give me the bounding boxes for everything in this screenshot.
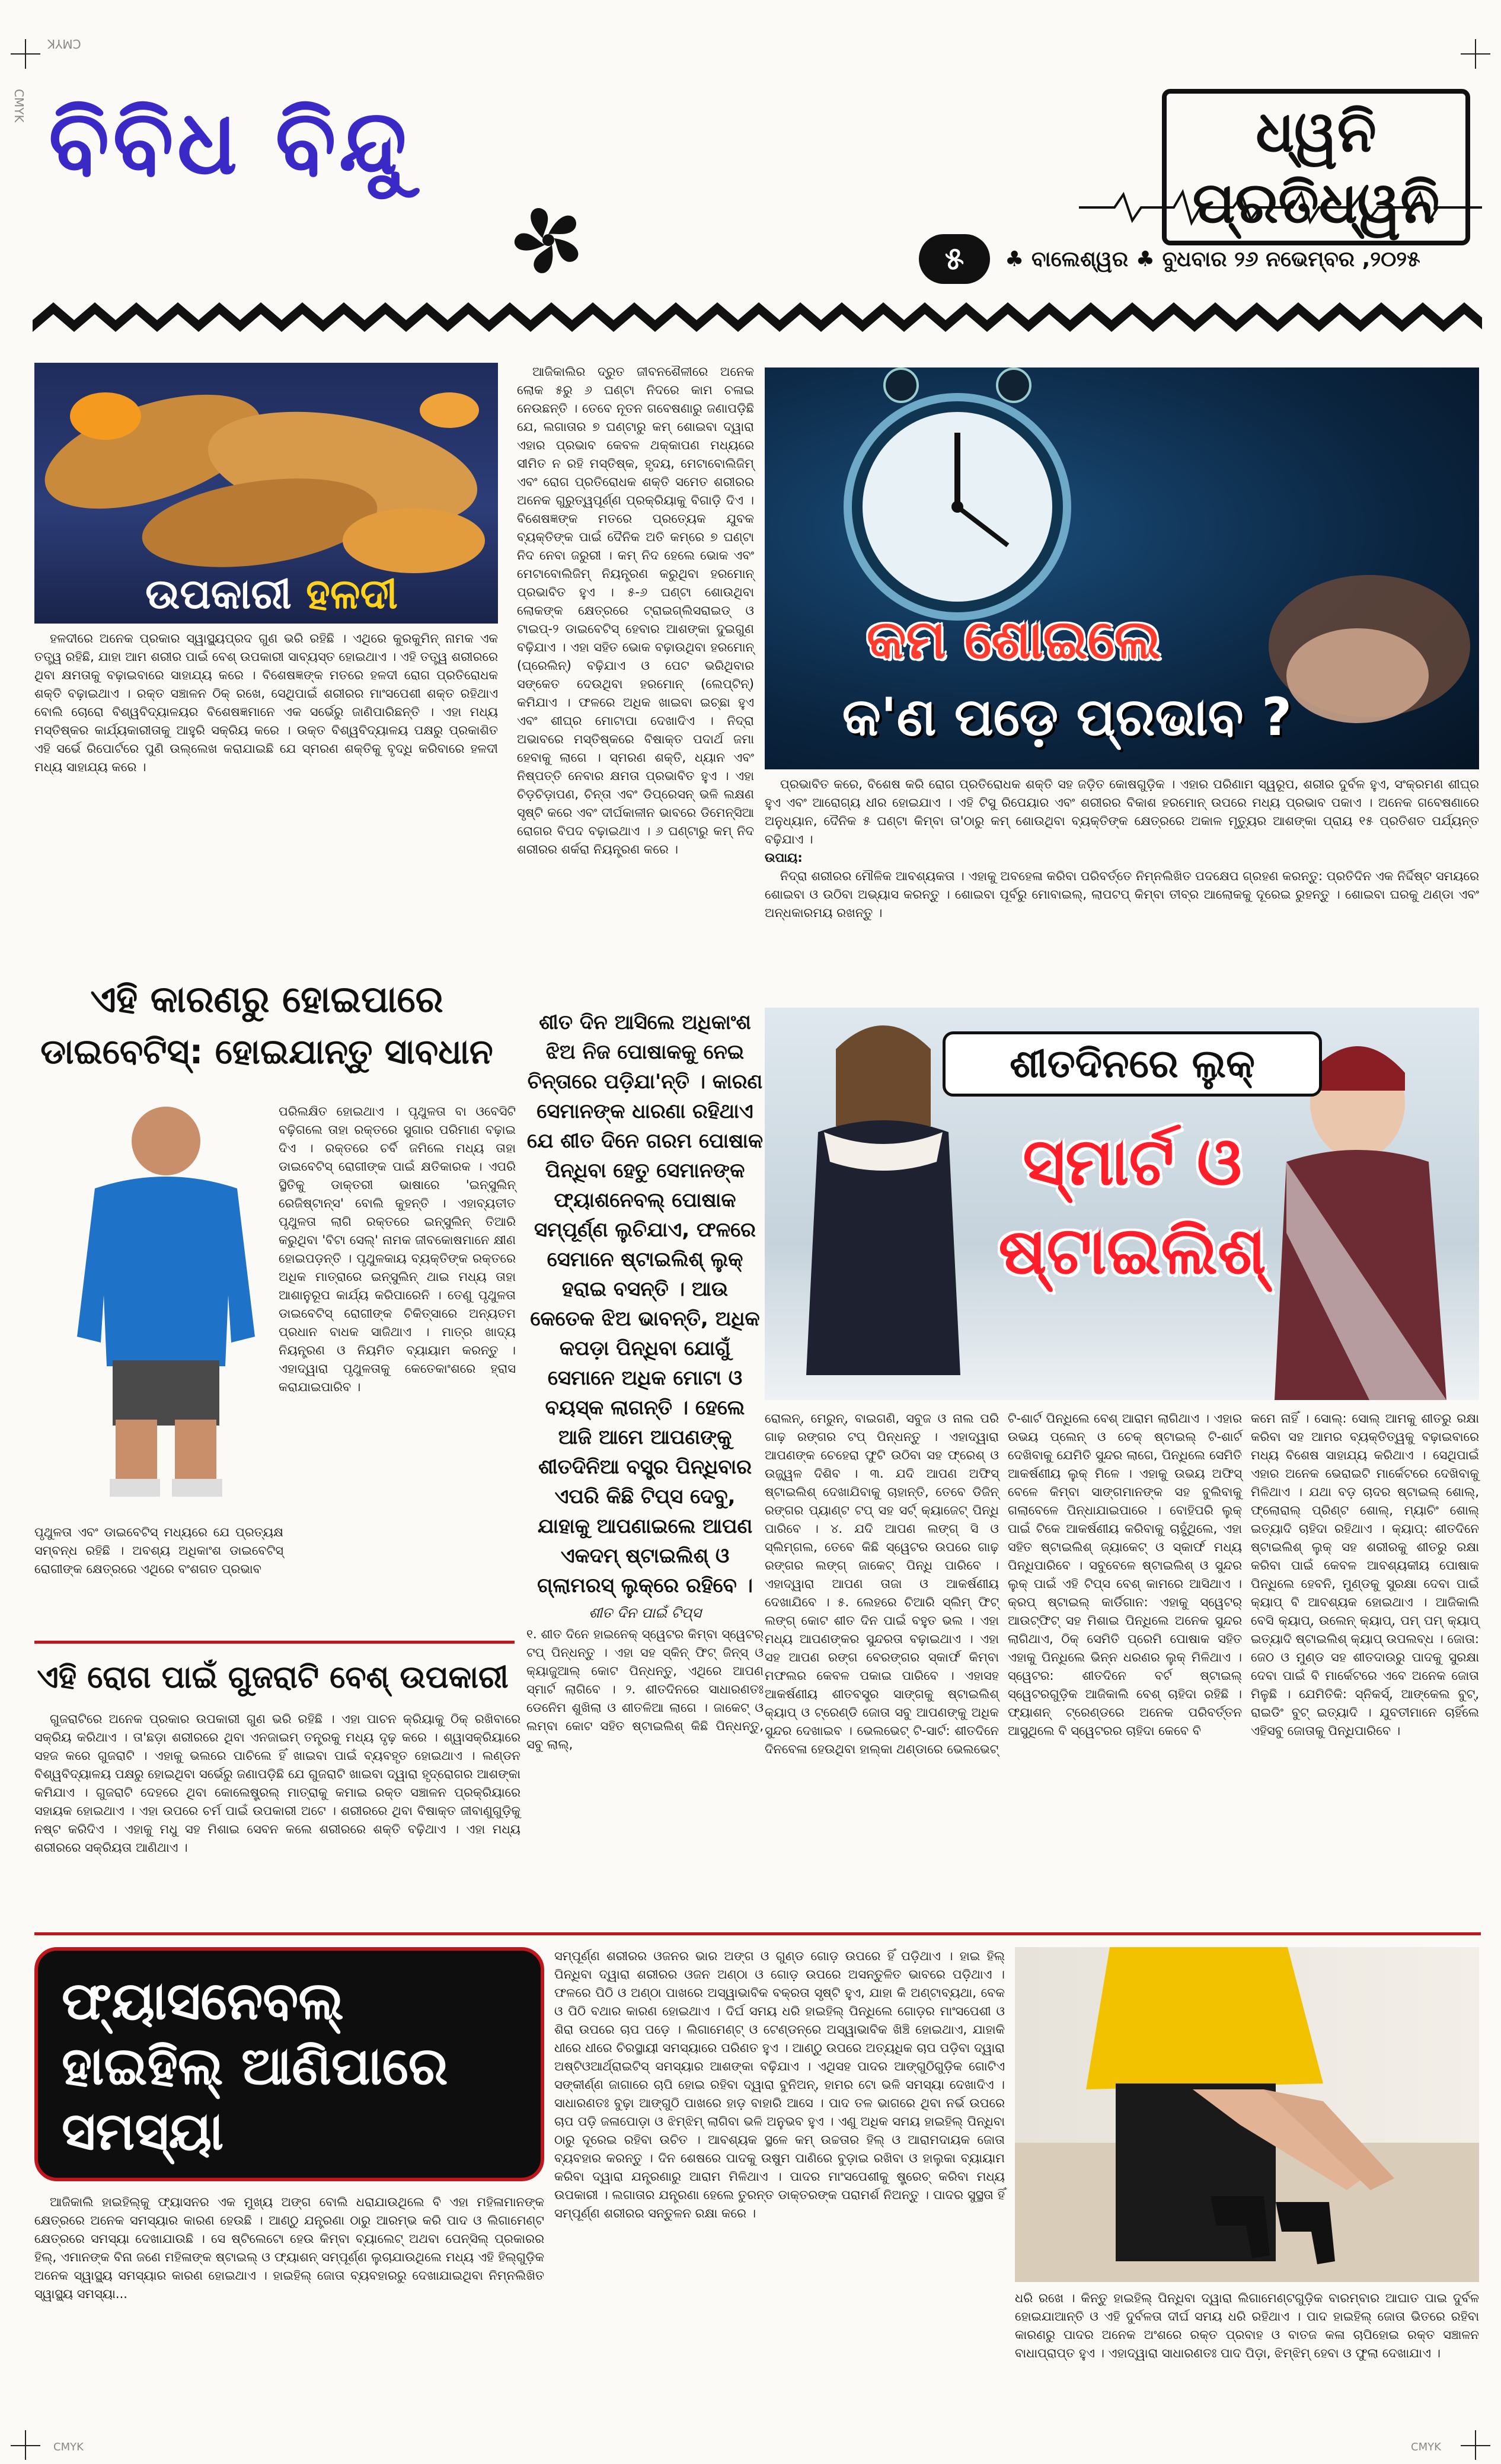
footer-cmyk-left: CMYK [53, 2441, 84, 2453]
turmeric-photo [34, 363, 498, 624]
article-body: ରୋଲନ୍, ମେରୁନ୍, ବାଇଗଣି, ସବୁଜ ଓ ନାଲ ପରି ଗାଢ଼ ରଙ୍ଗର ଟପ୍ ପିନ୍ଧନ୍ତୁ । ଏହାଦ୍ୱାରା ଆପଣଙ୍କ ଚେହେରା ଫୁଟି ଉଠିବା ସହ ଫ୍ରେଶ୍ ଓ ଉଜ୍ଜ୍ୱଳ ଦିଶିବ । ୩. ଯଦି ଆପଣ ଅଫିସ୍ ଷ୍ଟାଇଲିଶ୍ ଦେଖାଯିବାକୁ ଚାହାନ୍ତି, ତେବେ ଡିଜିନ୍ ରଙ୍ଗର ପ୍ୟାଣ୍ଟ ଟପ୍ ସହ ସର୍ଟ୍ କ୍ୟାଜେଟ୍ ପିନ୍ଧି ପାରିବେ । ୪. ଯଦି ଆପଣ ଲଙ୍ଗ୍ ସି ଓ ସ୍ଲିମ୍‌ଗଲ, ତେବେ କିଛି ସ୍ୱେଟର ଉପରେ ଗାଢ଼ ରଙ୍ଗର ଲଙ୍ଗ୍ ଜାକେଟ୍ ପିନ୍ଧି ପାରିବେ । ଏହାଦ୍ୱାରା ଆପଣ ତାଜା ଓ ଆକର୍ଷଣୀୟ ଦେଖାଯିବେ । ୫. ଲେହରେ ଚିଆରି ସ୍ଲିମ୍ ଫିଟ୍ ଲଙ୍ଗ୍ କୋଟ ଶୀତ ଦିନ ପାଇଁ ବହୁତ ଭଲ । ଏହା ମଧ୍ୟ ଆପଣଙ୍କର ସୁନ୍ଦରତା ବଢ଼ାଇଥାଏ । ଏହା ସହ ଆପଣ ରଙ୍ଗ ବେରଙ୍ଗର ସ୍କାର୍ଫ କିମ୍ବା ମଫଲର କେବଳ ପକାଇ ପାରିବେ । ଏହାସହ ଆକର୍ଷଣୀୟ ଶୀତବସ୍ତ୍ର ସାଙ୍ଗକୁ ଷ୍ଟାଇଲିଶ୍ କ୍ୟାପ୍ ଓ ଟ୍ରେଣ୍ଡି ଜୋତା ସବୁ ଆପଣଙ୍କୁ ଅଧିକ ସୁନ୍ଦର ଦେଖାଇବ । ଭେଲଭେଟ୍ ଟି-ସାର୍ଟ: ଶୀତଦିନେ ଦିନବେଳା ହେଉଥିବା ହାଲ୍କା ଥଣ୍ଡାରେ ଭେଲଭେଟ୍ [765, 1411, 999, 1756]
winter-tips-body: ୧. ଶୀତ ଦିନେ ହାଇନେକ୍ ସ୍ୱେଟର କିମ୍ବା ସ୍ୱେଟର୍ ଟପ୍ ପିନ୍ଧନ୍ତୁ । ଏହା ସହ ସ୍କିନ୍ ଫିଟ୍ ଜିନ୍ସ୍ ଓ କ୍ୟାଜୁଆଲ୍ କୋଟ ପିନ୍ଧନ୍ତୁ, ଏଥିରେ ଆପଣ ସ୍ମାର୍ଟ ଲାଗିବେ । ୨. ଶୀତଦିନରେ ସାଧାରଣତଃ ଡେନେିମ ଶୁଖିଲା ଓ ଶୀତଳିଆ ଲାଗେ । ଜାକେଟ୍ ଓ ଲମ୍ବା କୋଟ ସହିତ ଷ୍ଟାଇଲିଶ୍ କିଛି ପିନ୍ଧନ୍ତୁ, ସବୁ ଲାଲ୍, [526, 1627, 764, 1752]
turmeric-title-white: ଉପକାରୀ [145, 570, 292, 618]
date-line [1005, 243, 1485, 276]
crop-mark [25, 2430, 26, 2460]
crop-mark [1475, 39, 1476, 69]
article-body: ଟି-ଶାର୍ଟ ପିନ୍ଧିଲେ ବେଶ୍ ଆରାମ ଲାଗିଥାଏ । ଏହାର ଉଭୟ ପ୍ଲେନ୍ ଓ ଚେକ୍ ଷ୍ଟାଇଲ୍ ଟି-ଶାର୍ଟ ଦେଖିବାକୁ ଯେମିତି ସୁନ୍ଦର ଲାଗେ, ପିନ୍ଧିଲେ ସେମିତି ଆକର୍ଷଣୀୟ ଲୁକ୍ ମିଳେ । ଏହାକୁ ଉଭୟ ଅଫିସ୍ ବେଳେ କିମ୍ବା ସାଙ୍ଗମାନଙ୍କ ସହ ବୁଲିବାକୁ ଗଲାବେଳେ ପିନ୍ଧାଯାଇପାରେ । ବୋହିପରି ଲୁକ୍ ପାଇଁ ଟିକେ ଆକର୍ଷଣୀୟ କରିବାକୁ ଚାହୁଁଥିଲେ, ଏହା ସହିତ ଷ୍ଟାଇଲିଶ୍ ଜ୍ୟାକେଟ୍ ଓ ସ୍କାର୍ଫ ମଧ୍ୟ ପିନ୍ଧିପାରିବେ । ସବୁବେଳେ ଷ୍ଟାଇଲିଶ୍ ଓ ସୁନ୍ଦର ଲୁକ୍ ପାଇଁ ଏହି ଟିପ୍ସ ବେଶ୍ କାମରେ ଆସିଥାଏ । କ୍ରପ୍ ଷ୍ଟାଇଲ୍ କାର୍ଡିଗାନ: ଏହାକୁ ସ୍ୱେଟର୍ ଆଉଟ୍‌ଫିଟ୍ ସହ ମିଶାଇ ପିନ୍ଧିଲେ ଅନେକ ସୁନ୍ଦର ଲାଗିଥାଏ, ଠିକ୍ ସେମିତି ପ୍ରେମି ପୋଷାକ ସହିତ ଏହାକୁ ପିନ୍ଧିଲେ ଭିନ୍ନ ଧରଣର ଲୁକ୍ ମିଳିଥାଏ । ସ୍ୱେଟର: ଶୀତଦିନେ ବର୍ଟ ଷ୍ଟାଇଲ୍ ସ୍ୱେଟରଗୁଡ଼ିକ ଆଜିକାଲି ବେଶ୍ ଚାହିଦା ରହିଛି । ଫ୍ୟାଶନ୍ ଟ୍ରେଣ୍ଡରେ ଅନେକ ପରିବର୍ତ୍ତନ ଆସୁଥିଲେ ବି ସ୍ୱେଟରର ଚାହିଦା କେବେ ବି [1008, 1411, 1242, 1738]
gujarati-headline: ଏହି ରୋଗ ପାଇଁ ଗୁଜରାଟି ବେଶ୍ ଉପକାରୀ [37, 1660, 509, 1695]
headline-line1: ଏହି କାରଣରୁ ହୋଇପାରେ [90, 977, 443, 1021]
article-body: ପୃଥୁଳତା ଏବଂ ଡାଇବେଟିସ୍ ମଧ୍ୟରେ ଯେ ପ୍ରତ୍ୟକ୍ଷ ସମ୍ବନ୍ଧ ରହିଛି । ଅବଶ୍ୟ ଅଧିକାଂଶ ଡାଇବେଟିସ୍ ରୋଗୀଙ୍କ କ୍ଷେତ୍ରରେ ଏଥିରେ ବଂଶଗତ ପ୍ରଭାବ [34, 1525, 283, 1576]
heartbeat-line [1079, 190, 1482, 225]
winter-tips-subtitle: ଶୀତ ଦିନ ପାଇଁ ଟିପ୍ସ [589, 1605, 701, 1621]
sleep-photo [765, 367, 1479, 769]
article-body: କମେ ନାହିଁ । ସୋଲ୍: ସୋଲ୍ ଆମକୁ ଶୀତରୁ ରକ୍ଷା କରିବା ସହ ଆମର ବ୍ୟକ୍ତିତ୍ୱକୁ ବଢ଼ାଇବାରେ ମଧ୍ୟ ବିଶେଷ ସାହାଯ୍ୟ କରିଥାଏ । ସେଥିପାଇଁ ଏହାର ଅନେକ ଭେରାଇଟି ମାର୍କେଟରେ ଦେଖିବାକୁ ମିଳିଥାଏ । ଯଥା ବଡ଼ ଚାଦର ଷ୍ଟାଇଲ୍ ଶୋଲ୍, ଫ୍ଲୋରାଲ୍ ପ୍ରିଣ୍ଟ ଶୋଲ୍, ମ୍ୟାଚିଂ ଶୋଲ୍ ଇତ୍ୟାଦି ଚାହିଦା ରହିଥାଏ । କ୍ୟାପ୍: ଶୀତଦିନେ ଷ୍ଟାଇଲିଶ୍ ଲୁକ୍ ସହ ଶରୀରକୁ ଶୀତରୁ ରକ୍ଷା କରିବା ପାଇଁ କେବଳ ଆବଶ୍ୟକୀୟ ପୋଷାକ ପିନ୍ଧିଲେ ହେବନି, ମୁଣ୍ଡକୁ ସୁରକ୍ଷା ଦେବା ପାଇଁ କ୍ୟାପ୍ ବି ଆବଶ୍ୟକ ହୋଇଥାଏ । ଆଜିକାଲି ବେସି କ୍ୟାପ୍, ଉଲେନ୍ କ୍ୟାପ୍, ପମ୍ ପମ୍ କ୍ୟାପ୍ ଇତ୍ୟାଦି ଷ୍ଟାଇଲିଶ୍ କ୍ୟାପ୍ ଉପଲବ୍ଧ । ଜୋତା: ଜେଠ ଓ ମୁଣ୍ଡ ସହ ଶୀତଦାଉରୁ ପାଦକୁ ସୁରକ୍ଷା ଦେବା ପାଇଁ ବି ମାର୍କେଟରେ ଏବେ ଅନେକ ଜୋତା ମିଳୁଛି । ଯେମିତିକି: ସ୍ନିକର୍ସ୍, ଆଙ୍କେଲ ବୁଟ୍, ରାଇଡିଂ ବୁଟ୍ ଇତ୍ୟାଦି । ଯୁବତୀମାନେ ଚାହିଁଲେ ଏହିସବୁ ଜୋତାକୁ ପିନ୍ଧିପାରିବେ । [1251, 1411, 1479, 1738]
gujarati-article [34, 1710, 520, 1929]
heels-article-right [1015, 2289, 1479, 2437]
tips-heading: ଉପାୟ: [765, 851, 803, 865]
article-body: ଆଜିକାଲି ହାଇହିଲ୍‌କୁ ଫ୍ୟାସନର ଏକ ମୁଖ୍ୟ ଅଙ୍ଗ ବୋଲି ଧରାଯାଉଥିଲେ ବି ଏହା ମହିଳାମାନଙ୍କ କ୍ଷେତ୍ରରେ ଅନେକ ସମସ୍ୟାର କାରଣ ହେଉଛି । ଆଣ୍ଠୁ ଯନ୍ତ୍ରଣା ଠାରୁ ଆରମ୍ଭ କରି ପାଦ ଓ ଲିଗାମେଣ୍ଟ କ୍ଷେତ୍ରରେ ସମସ୍ୟା ଦେଖାଯାଉଛି । ସେ ଷ୍ଟିଲେଟୋ ହେଉ କିମ୍ବା ବ୍ୟାଲେଟ୍ ଅଥବା ପେନ୍‌ସିଲ୍ ପ୍ରକାରର ହିଲ୍, ଏମାନଙ୍କ ବିନା ଜଣେ ମହିଳାଙ୍କ ଷ୍ଟାଇଲ୍ ଓ ଫ୍ୟାଶନ୍ ସମ୍ପୂର୍ଣ୍ଣ ଲୁଚାଯାଉଥିଲେ ମଧ୍ୟ ଏହି ହିଲ୍‌ଗୁଡ଼ିକ ଅନେକ ସ୍ୱାସ୍ଥ୍ୟ ସମସ୍ୟାର କାରଣ ହୋଇଥାଏ । ହାଇହିଲ୍ ଜୋତା ବ୍ୟବହାରରୁ ଦେଖାଯାଇଥିବା ନିମ୍ନଲିଖିତ ସ୍ୱାସ୍ଥ୍ୟ ସମସ୍ୟା... [34, 2195, 544, 2301]
headline-line2: ଡାଇବେଟିସ୍: ହୋଇଯାନ୍ତୁ ସାବଧାନ [40, 1031, 493, 1072]
middle-column-article [517, 363, 754, 979]
sleep-title-line1: କମ ଶୋଇଲେ [866, 609, 1161, 671]
article-body: ଆଜିକାଲିର ଦ୍ରୁତ ଜୀବନଶୈଳୀରେ ଅନେକ ଲୋକ ୫ରୁ ୬ ଘଣ୍ଟା ନିଦରେ କାମ ଚଳାଇ ନେଉଛନ୍ତି । ତେବେ ନୂତନ ଗବେଷଣାରୁ ଜଣାପଡ଼ିଛି ଯେ, ଲଗାତାର ୭ ଘଣ୍ଟାରୁ କମ୍ ଶୋଇବା ଦ୍ୱାରା ଏହାର ପ୍ରଭାବ କେବଳ ଥକ୍କାପଣ ମଧ୍ୟରେ ସୀମିତ ନ ରହି ମସ୍ତିଷ୍କ, ହୃଦୟ, ମେଟାବୋଲିଜିମ୍ ଏବଂ ରୋଗ ପ୍ରତିରୋଧକ ଶକ୍ତି ସମେତ ଶରୀରର ଅନେକ ଗୁରୁତ୍ୱପୂର୍ଣ୍ଣ ପ୍ରକ୍ରିୟାକୁ ବିଗାଡ଼ି ଦିଏ । ବିଶେଷଜ୍ଞଙ୍କ ମତରେ ପ୍ରତ୍ୟେକ ଯୁବକ ବ୍ୟକ୍ତିଙ୍କ ପାଇଁ ଦୈନିକ ଅତି କମ୍‌ରେ ୭ ଘଣ୍ଟା ନିଦ ନେବା ଜରୁରୀ । କମ୍ ନିଦ ହେଲେ ଭୋକ ଏବଂ ମେଟାବୋଲିଜିମ୍ ନିୟନ୍ତ୍ରଣ କରୁଥିବା ହରମୋନ୍ ପ୍ରଭାବିତ ହୁଏ । ୫-୬ ଘଣ୍ଟା ଶୋଉଥିବା ଲୋକଙ୍କ କ୍ଷେତ୍ରରେ ଟ୍ରାଇଗ୍ଲିସରାଇଡ୍ ଓ ଟାଇପ୍-୨ ଡାଇବେଟିସ୍ ହେବାର ଆଶଙ୍କା ଦୁଇଗୁଣ ବଢ଼ିଯାଏ । ଏହା ସହିତ ଭୋକ ବଢ଼ାଉଥିବା ହରମୋନ୍ (ଘ୍ରେଲିନ୍) ବଢ଼ିଯାଏ ଓ ପେଟ ଭରିଥିବାର ସଙ୍କେତ ଦେଉଥିବା ହରମୋନ୍ (ଲେପ୍ଟିନ୍) କମିଯାଏ । ଫଳରେ ଅଧିକ ଖାଇବା ଇଚ୍ଛା ହୁଏ ଏବଂ ଶୀଘ୍ର ମୋଟାପା ଦେଖାଦିଏ । ନିଦ୍ରା ଅଭାବରେ ମସ୍ତିଷ୍କରେ ବିଷାକ୍ତ ପଦାର୍ଥ ଜମା ହେବାକୁ ଲାଗେ । ସ୍ମରଣ ଶକ୍ତି, ଧ୍ୟାନ ଏବଂ ନିଷ୍ପତ୍ତି ନେବାର କ୍ଷମତା ପ୍ରଭାବିତ ହୁଏ । ଏହା ଚିଡ଼ଚିଡ଼ାପଣ, ଚିନ୍ତା ଏବଂ ଡିପ୍ରେସନ୍ ଭଳି ଲକ୍ଷଣ ସୃଷ୍ଟି କରେ ଏବଂ ଦୀର୍ଘକାଳୀନ ଭାବରେ ଡିମେନ୍ସିଆ ରୋଗର ବିପଦ ବଢ଼ାଇଥାଏ । ୬ ଘଣ୍ଟାରୁ କମ୍ ନିଦ ଶରୀରର ଶର୍କରା ନିୟନ୍ତ୍ରଣ କରେ । [517, 365, 754, 857]
winter-col1 [765, 1410, 999, 1931]
sleep-article [765, 775, 1479, 990]
winter-title-banner [943, 1031, 1322, 1097]
crop-mark [1475, 2430, 1476, 2460]
heels-article-left [34, 2193, 544, 2436]
cmyk-top-label: CMYK [47, 37, 81, 51]
date-text: ବୁଧବାର ୨୬ ନଭେମ୍ବର ,୨୦୨୫ [1162, 247, 1420, 271]
winter-photo [765, 1008, 1479, 1400]
winter-subtitle-line1: ସ୍ମାର୍ଟ ଓ [1023, 1124, 1242, 1200]
diabetes-article-left [34, 1523, 283, 1642]
club-icon: ♣ [1135, 247, 1155, 271]
sleep-title-line2: କ'ଣ ପଡ଼େ ପ୍ରଭାବ ? [842, 686, 1292, 747]
section-rule [34, 1932, 1481, 1935]
page-number-badge [919, 234, 990, 284]
turmeric-title [106, 564, 437, 624]
masthead [0, 0, 1501, 350]
article-body: ପରିଲକ୍ଷିତ ହୋଇଥାଏ । ପୃଥୁଳତା ବା ଓବେସିଟି ବଢ଼ିଗଲେ ତାହା ରକ୍ତରେ ସୁଗାର ପରିମାଣ ବଢ଼ାଇ ଦିଏ । ରକ୍ତରେ ଚର୍ବି ଜମିଲେ ମଧ୍ୟ ତାହା ଡାଇବେଟିସ୍ ରୋଗୀଙ୍କ ପାଇଁ କ୍ଷତିକାରକ । ଏପରି ସ୍ଥିତିକୁ ଡାକ୍ତରୀ ଭାଷାରେ 'ଇନ୍ସୁଲିନ୍ ରେଜିଷ୍ଟାନ୍ସ' ବୋଲି କୁହନ୍ତି । ଏହାବ୍ୟତୀତ ପୃଥୁଳତା ଲାଗି ରକ୍ତରେ ଇନ୍ସୁଲିନ୍ ତିଆରି କରୁଥିବା 'ବିଟା ସେଲ୍' ନାମକ ଜୀବକୋଷମାନେ କ୍ଷୀଣ ହୋଇପଡ଼ନ୍ତି । ପୃଥୁଳକାୟ ବ୍ୟକ୍ତିଙ୍କ ରକ୍ତରେ ଅଧିକ ମାତ୍ରାରେ ଇନ୍ସୁଲିନ୍ ଥାଇ ମଧ୍ୟ ତାହା ଆଶାନୁରୂପ କାର୍ଯ୍ୟ କରିପାରେନି । ତେଣୁ ପୃଥୁଳତା ଡାଇବେଟିସ୍ ରୋଗୀଙ୍କ ଚିକିତ୍ସାରେ ଅନ୍ୟତମ ପ୍ରଧାନ ବାଧକ ସାଜିଥାଏ । ମାତ୍ର ଖାଦ୍ୟ ନିୟନ୍ତ୍ରଣ ଓ ନିୟମିତ ବ୍ୟାୟାମ କରନ୍ତୁ । ଏହାଦ୍ୱାରା ପୃଥୁଳତାକୁ କେତେକାଂଶରେ ହ୍ରାସ କରାଯାଇପାରିବ । [279, 1104, 516, 1394]
section-title: ବିବିଧ ବିନ୍ଦୁ [49, 90, 410, 194]
article-body: ସମ୍ପୂର୍ଣ୍ଣ ଶରୀରର ଓଜନର ଭାର ଅଙ୍ଗ ଓ ଗୁଣ୍ଡ ଗୋଡ଼ ଉପରେ ହିଁ ପଡ଼ିଥାଏ । ହାଇ ହିଲ୍ ପିନ୍ଧିବା ଦ୍ୱାରା ଶରୀରର ଓଜନ ଅଣ୍ଠା ଓ ଗୋଡ଼ ଉପରେ ଅସନ୍ତୁଳିତ ଭାବରେ ପଡ଼ିଥାଏ । ଫଳରେ ପିଠି ଓ ଅଣ୍ଠା ପାଖରେ ଅସ୍ୱାଭାବିକ ବକ୍ରତା ସୃଷ୍ଟି ହୁଏ, ଯାହା କି ଅଣ୍ଟାବ୍ୟଥା, ବେକ ଓ ପିଠି ବଥାର କାରଣ ହୋଇଥାଏ । ଦିର୍ଘ ସମୟ ଧରି ହାଇହିଲ୍ ପିନ୍ଧିଲେ ଗୋଡ଼ର ମାଂସପେଶୀ ଓ ଶିରା ଉପରେ ଚାପ ପଡ଼େ । ଲିଗାମେଣ୍ଟ୍ ଓ ଟେଣ୍ଡନ୍‌ରେ ଅସ୍ୱାଭାବିକ ଖିଞ୍ଚି ହୋଇଥାଏ, ଯାହାକି ଧୀରେ ଧୀରେ ଚିରସ୍ଥାୟୀ ସମସ୍ୟାରେ ପରିଣତ ହୁଏ । ଆଣ୍ଠୁ ଉପରେ ଅତ୍ୟଧିକ ଚାପ ପଡ଼ିବା ଦ୍ୱାରା ଅଷ୍ଟିଓଆର୍ଥ୍ରାଇଟିସ୍ ସମସ୍ୟାର ଆଶଙ୍କା ବଢ଼ିଯାଏ । ଏଥିସହ ପାଦର ଆଙ୍ଗୁଠିଗୁଡ଼ିକ ଗୋଟିଏ ସଙ୍କୀର୍ଣ୍ଣ ଜାଗାରେ ଚାପି ହୋଇ ରହିବା ଦ୍ୱାରା ବୁନିଅନ୍, ହାମର ଟୋ ଭଳି ସମସ୍ୟା ଦେଖାଦିଏ । ସାଧାରଣତଃ ବୁଢ଼ା ଆଙ୍ଗୁଠି ପାଖରେ ହାଡ଼ ବାହାରି ଆସେ । ପାଦ ତଳ ଭାଗରେ ଥିବା ନର୍ଭ ଉପରେ ଚାପ ପଡ଼ି ଜଳାପୋଡ଼ା ଓ ଝିମ୍‌ଝିମ୍ ଲାଗିବା ଭଳି ଅନୁଭବ ହୁଏ । ଏଣୁ ଅଧିକ ସମୟ ହାଇହିଲ୍ ପିନ୍ଧିବା ଠାରୁ ଦୂରେଇ ରହିବା ଉଚିତ । ଆବଶ୍ୟକ ସ୍ଥଳେ କମ୍ ଉଚ୍ଚତାର ହିଲ୍ ଓ ଆରାମଦାୟକ ଜୋତା ବ୍ୟବହାର କରନ୍ତୁ । ଦିନ ଶେଷରେ ପାଦକୁ ଉଷୁମ ପାଣିରେ ବୁଡ଼ାଇ ରଖିବା ଓ ହାଲୁକା ବ୍ୟାୟାମ କରିବା ଦ୍ୱାରା ଯନ୍ତ୍ରଣାରୁ ଆରାମ ମିଳିଥାଏ । ପାଦର ମାଂସପେଶୀକୁ ଷ୍ଟ୍ରେଚ୍ କରିବା ମଧ୍ୟ ଉପକାରୀ । ଲଗାତାର ଯନ୍ତ୍ରଣା ହେଲେ ତୁରନ୍ତ ଡାକ୍ତରଙ୍କ ପରାମର୍ଶ ନିଅନ୍ତୁ । ପାଦର ସୁସ୍ଥତା ହିଁ ସମ୍ପୂର୍ଣ୍ଣ ଶରୀରର ସନ୍ତୁଳନ ରକ୍ଷା କରେ । [554, 1949, 1005, 2220]
heels-headline-line2: ହାଇହିଲ୍ ଆଣିପାରେ [62, 2035, 448, 2097]
winter-title: ଶୀତଦିନରେ ଲୁକ୍ [1010, 1041, 1255, 1086]
heels-article-mid [554, 1947, 1005, 2436]
article-body: ଗୁଜରାଟିରେ ଅନେକ ପ୍ରକାର ଉପକାରୀ ଗୁଣ ଭରି ରହିଛି । ଏହା ପାଚନ କ୍ରିୟାକୁ ଠିକ୍ ରଖିବାରେ ସକ୍ରିୟ କରିଥାଏ । ତା'ଛଡ଼ା ଶରୀରରେ ଥିବା ଏନଜାଇମ୍ ତନ୍ତ୍ରକୁ ମଧ୍ୟ ଦୃଢ଼ କରେ । ଶ୍ୱାସକ୍ରିୟାରେ ସହଜ କରେ ଗୁଜରାଟି । ଏହାକୁ ଭଲରେ ପାଚିଲେ ହିଁ ଖାଇବା ପାଇଁ ବ୍ୟବହୃତ ହୋଇଥାଏ । ଲଣ୍ଡନ ବିଶ୍ୱବିଦ୍ୟାଳୟ ପକ୍ଷରୁ ହୋଇଥିବା ସର୍ଭେରୁ ଜଣାପଡ଼ିଛି ଯେ ଗୁଜରାଟି ଖାଇବା ଦ୍ୱାରା ହୃଦ୍‌ରୋଗର ଆଶଙ୍କା କମିଯାଏ । ଗୁଜରାଟି ଦେହରେ ଥିବା କୋଲେଷ୍ଟ୍ରଲ୍ ମାତ୍ରାକୁ କମାଇ ରକ୍ତ ସଞ୍ଚାଳନ ପ୍ରକ୍ରିୟାରେ ସହାୟକ ହୋଇଥାଏ । ଏହା ଉପରେ ଚର୍ମ ପାଇଁ ଉପକାରୀ ଅଟେ । ଶରୀରରେ ଥିବା ବିଷାକ୍ତ ଜୀବାଣୁଗୁଡ଼ିକୁ ନଷ୍ଟ କରିଦିଏ । ଏହାକୁ ମଧୁ ସହ ମିଶାଇ ସେବନ କଲେ ଶରୀରରେ ଶକ୍ତି ବଢ଼ିଥାଏ । ଏହା ମଧ୍ୟ ଶରୀରରେ ସକ୍ରିୟତା ଆଣିଥାଏ । [34, 1712, 520, 1855]
newspaper-logo: ଧ୍ୱନି ପ୍ରତିଧ୍ୱନି [1162, 89, 1470, 245]
zigzag-divider [33, 296, 1482, 344]
winter-subtitle-line2: ଷ୍ଟାଇଲିଶ୍ [998, 1213, 1266, 1289]
turmeric-title-yellow: ହଳଦୀ [306, 570, 398, 618]
diabetes-article-right [279, 1102, 516, 1577]
cmyk-side-label: CMYK [12, 89, 26, 123]
heels-headline-line3: ସମସ୍ୟା [62, 2101, 224, 2162]
crop-mark [25, 39, 26, 69]
winter-col3 [1251, 1410, 1479, 1931]
obese-man-photo [59, 1100, 273, 1514]
heels-headline-box [34, 1947, 544, 2181]
article-body: ହଳଦୀରେ ଅନେକ ପ୍ରକାର ସ୍ୱାସ୍ଥ୍ୟପ୍ରଦ ଗୁଣ ଭରି ରହିଛି । ଏଥିରେ କୁରକୁମିନ୍ ନାମକ ଏକ ତତ୍ତ୍ୱ ରହିଛି, ଯାହା ଆମ ଶରୀର ପାଇଁ ବେଶ୍ ଉପକାରୀ ସାବ୍ୟସ୍ତ ହୋଇଥାଏ । ଏହି ତତ୍ତ୍ୱ ଶରୀରରେ ଥିବା କ୍ଷମତାକୁ ବଢ଼ାଇବାରେ ସାହାଯ୍ୟ କରେ । ବିଶେଷଜ୍ଞଙ୍କ ମତରେ ହଳଦୀ ରୋଗ ପ୍ରତିରୋଧକ ଶକ୍ତି ବଢ଼ାଇଥାଏ । ରକ୍ତ ସଞ୍ଚାଳନ ଠିକ୍ ରଖେ, ସେଥିପାଇଁ ଶରୀରର ମାଂସପେଶୀ ଶକ୍ତ ରହିଥାଏ ବୋଲି ଚୋରୋ ବିଶ୍ୱବିଦ୍ୟାଳୟର ବିଶେଷଜ୍ଞମାନେ ଏକ ସର୍ଭେରୁ ଜାଣିପାରିଛନ୍ତି । ଏହା ମଧ୍ୟ ମସ୍ତିଷ୍କର କାର୍ଯ୍ୟକାରୀତାକୁ ଆହୁରି ସକ୍ରିୟ କରେ । ଉକ୍ତ ବିଶ୍ୱବିଦ୍ୟାଳୟ ପକ୍ଷରୁ ପ୍ରକାଶିତ ଏହି ସର୍ଭେ ରିପୋର୍ଟରେ ପୁଣି ଉଲ୍ଲେଖ କରାଯାଇଛି ଯେ ସ୍ମରଣ ଶକ୍ତିକୁ ବୃଦ୍ଧି କରିବାରେ ହଳଦୀ ମଧ୍ୟ ସାହାଯ୍ୟ କରେ । [34, 631, 498, 774]
city-name: ବାଲେଶ୍ୱର [1031, 247, 1129, 271]
flourish-icon [504, 196, 593, 285]
heels-headline-line1: ଫ୍ୟାସନେବଲ୍ [62, 1970, 344, 2031]
heels-photo [1015, 1947, 1479, 2282]
diabetes-headline [24, 973, 510, 1092]
turmeric-article [34, 629, 498, 961]
tips-body: ନିଦ୍ରା ଶରୀରର ମୌଳିକ ଆବଶ୍ୟକତା । ଏହାକୁ ଅବହେଳା କରିବା ପରିବର୍ତ୍ତେ ନିମ୍ନଲିଖିତ ପଦକ୍ଷେପ ଗ୍ରହଣ କରନ୍ତୁ: ପ୍ରତିଦିନ ଏକ ନିର୍ଦ୍ଦିଷ୍ଟ ସମୟରେ ଶୋଇବା ଓ ଉଠିବା ଅଭ୍ୟାସ କରନ୍ତୁ । ଶୋଇବା ପୂର୍ବରୁ ମୋବାଇଲ୍, ଲାପଟପ୍ କିମ୍ବା ତୀବ୍ର ଆଲୋକକୁ ଦୂରେଇ ରୁହନ୍ତୁ । ଶୋଇବା ଘରକୁ ଥଣ୍ଡା ଏବଂ ଅନ୍ଧକାରମୟ ରଖନ୍ତୁ । [765, 869, 1479, 920]
winter-intro [526, 1008, 764, 1752]
article-body: ଧରି ରଖେ । କିନ୍ତୁ ହାଇହିଲ୍ ପିନ୍ଧିବା ଦ୍ୱାରା ଲିଗାମେଣ୍ଟଗୁଡ଼ିକ ବାରମ୍ବାର ଆଘାତ ପାଇ ଦୁର୍ବଳ ହୋଇଯାଆନ୍ତି ଓ ଏହି ଦୁର୍ବଳତା ଦୀର୍ଘ ସମୟ ଧରି ରହିଥାଏ । ପାଦ ହାଇହିଲ୍ ଜୋତା ଭିତରେ ରହିବା କାରଣରୁ ପାଦର ଅନେକ ଅଂଶରେ ରକ୍ତ ପ୍ରବାହ ଓ ବାତଜ କଳା ଚାପିହୋଇ ରକ୍ତ ସଞ୍ଚାଳନ ବାଧାପ୍ରାପ୍ତ ହୁଏ । ଏହାଦ୍ୱାରା ସାଧାରଣତଃ ପାଦ ପିଡ଼ା, ଝିମ୍‌ଝିମ୍ ହେବା ଓ ଫୁଲା ଦେଖାଯାଏ । [1015, 2291, 1479, 2360]
winter-intro-text: ଶୀତ ଦିନ ଆସିଲେ ଅଧିକାଂଶ ଝିଅ ନିଜ ପୋଷାକକୁ ନେଇ ଚିନ୍ତାରେ ପଡ଼ିଯା'ନ୍ତି । କାରଣ ସେମାନଙ୍କ ଧାରଣା ରହିଥାଏ ଯେ ଶୀତ ଦିନେ ଗରମ ପୋଷାକ ପିନ୍ଧିବା ହେତୁ ସେମାନଙ୍କ ଫ୍ୟାଶନେବଲ୍ ପୋଷାକ ସମ୍ପୂର୍ଣ୍ଣ ଲୁଚିଯାଏ, ଫଳରେ ସେମାନେ ଷ୍ଟାଇଲିଶ୍ ଲୁକ୍ ହରାଇ ବସନ୍ତି । ଆଉ କେତେକ ଝିଅ ଭାବନ୍ତି, ଅଧିକ କପଡ଼ା ପିନ୍ଧିବା ଯୋଗୁଁ ସେମାନେ ଅଧିକ ମୋଟା ଓ ବୟସ୍କ ଲାଗନ୍ତି । ହେଲେ ଆଜି ଆମେ ଆପଣଙ୍କୁ ଶୀତଦିନିଆ ବସ୍ତ୍ର ପିନ୍ଧିବାର ଏପରି କିଛି ଟିପ୍ସ ଦେବୁ, ଯାହାକୁ ଆପଣାଇଲେ ଆପଣ ଏକଦମ୍ ଷ୍ଟାଇଲିଶ୍ ଓ ଗ୍ଲାମରସ୍ ଲୁକ୍‌ରେ ରହିବେ । [526, 1011, 764, 1597]
footer-cmyk-right: CMYK [1411, 2441, 1441, 2453]
club-icon: ♣ [1005, 247, 1024, 271]
winter-col2 [1008, 1410, 1242, 1931]
page-number: ୫ [944, 241, 965, 277]
article-body: ପ୍ରଭାବିତ କରେ, ବିଶେଷ କରି ରୋଗ ପ୍ରତିରୋଧକ ଶକ୍ତି ସହ ଜଡ଼ିତ କୋଷଗୁଡ଼ିକ । ଏହାର ପରିଣାମ ସ୍ୱରୂପ, ଶରୀର ଦୁର୍ବଳ ହୁଏ, ସଂକ୍ରମଣ ଶୀଘ୍ର ହୁଏ ଏବଂ ଆରୋଗ୍ୟ ଧୀର ହୋଇଯାଏ । ଏହି ଟିସୁ ରିପେୟାର ଏବଂ ଶରୀରର ବିକାଶ ହରମୋନ୍ ଉପରେ ମଧ୍ୟ ପ୍ରଭାବ ପକାଏ । ଅନେକ ଗବେଷଣାରେ ଅନୁଧ୍ୟାନ, ଦୈନିକ ୫ ଘଣ୍ଟା କିମ୍ବା ତା'ଠାରୁ କମ୍ ଶୋଉଥିବା ବ୍ୟକ୍ତିଙ୍କ କ୍ଷେତ୍ରରେ ଅକାଳ ମୃତ୍ୟୁର ଆଶଙ୍କା ପ୍ରାୟ ୧୫ ପ୍ରତିଶତ ପର୍ଯ୍ୟନ୍ତ ବଢ଼ିଯାଏ । [765, 777, 1479, 846]
section-rule [34, 1641, 515, 1644]
